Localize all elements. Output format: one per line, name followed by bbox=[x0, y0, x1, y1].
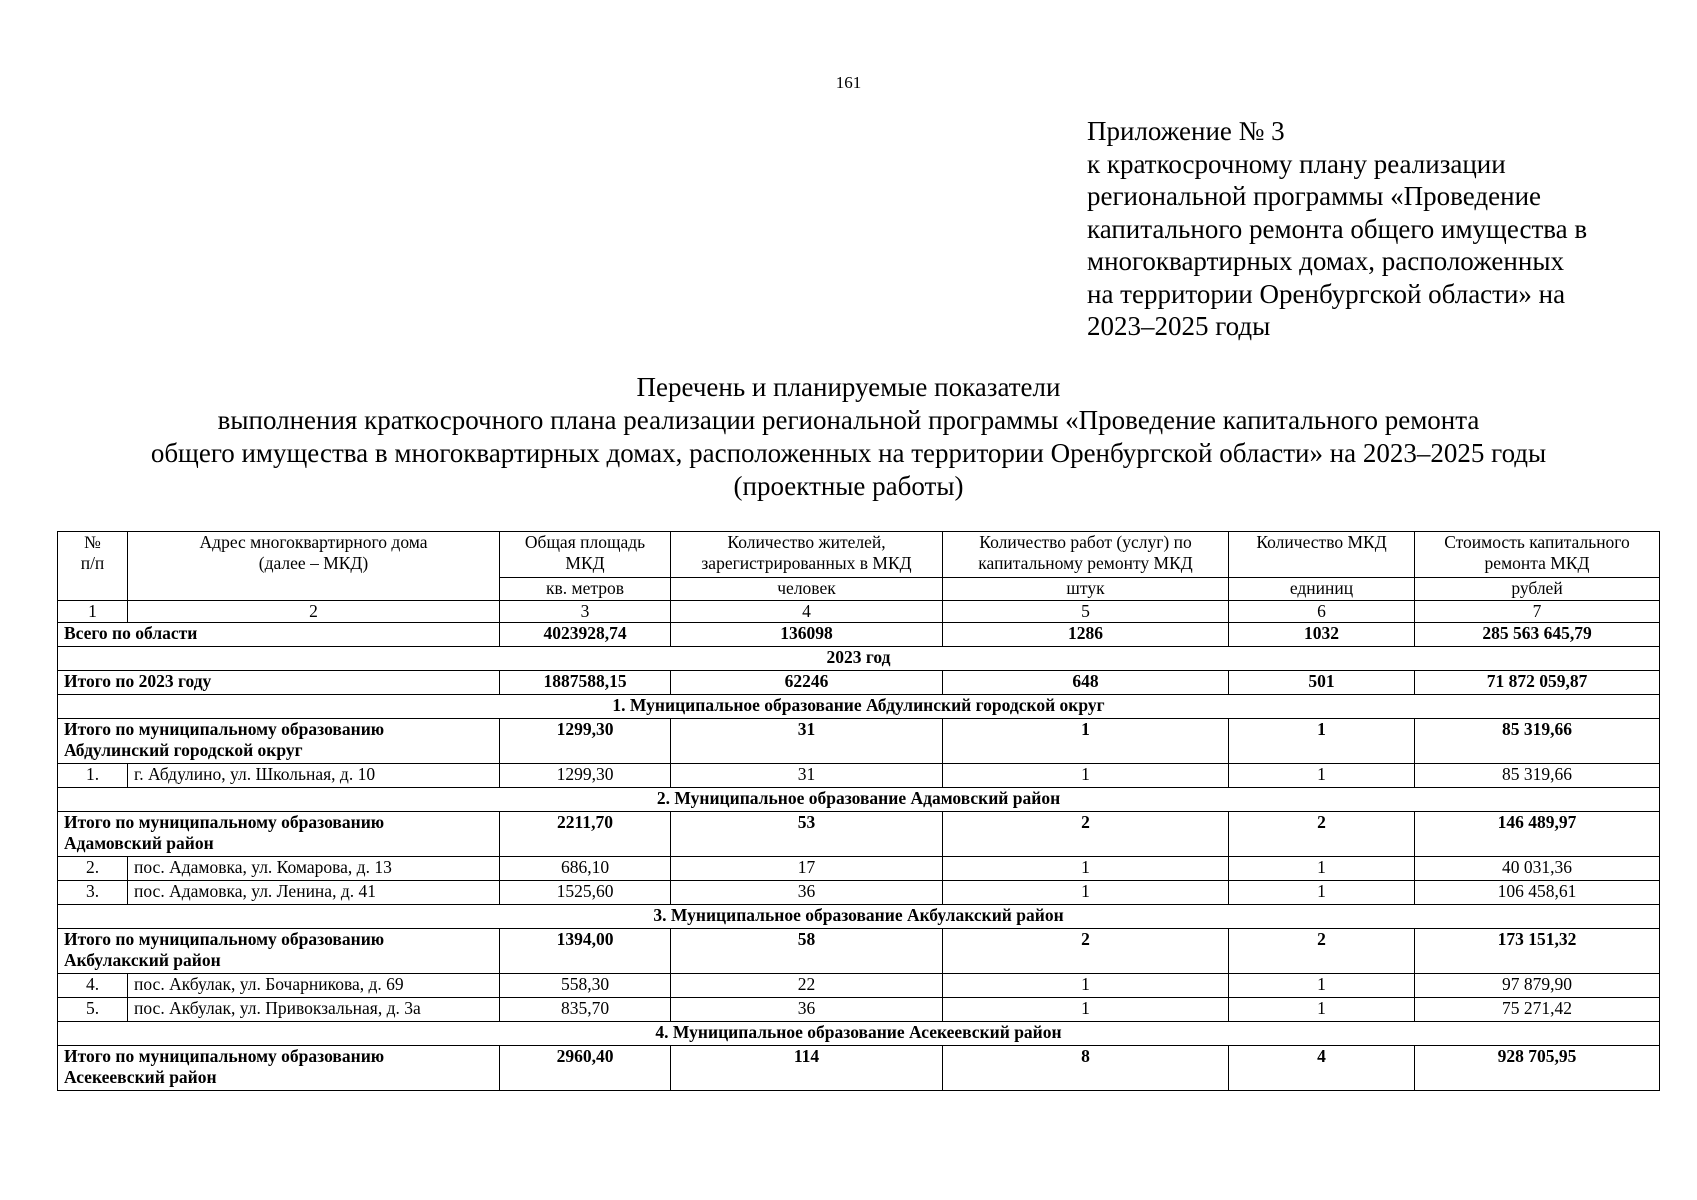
indicators-table bbox=[57, 531, 1660, 1091]
table-row bbox=[58, 857, 1660, 881]
subtotal-works: 1 bbox=[943, 719, 1229, 764]
header-mkd-count: Количество МКД bbox=[1229, 532, 1415, 578]
table-row bbox=[58, 998, 1660, 1022]
document-title bbox=[0, 371, 1697, 503]
total-year-residents: 62246 bbox=[671, 671, 943, 695]
row-area: 835,70 bbox=[500, 998, 671, 1022]
row-mkd-count: 1 bbox=[1229, 998, 1415, 1022]
subtotal-mkd-count: 4 bbox=[1229, 1046, 1415, 1091]
section-subtotal-row bbox=[58, 812, 1660, 857]
header-residents: Количество жителей, зарегистрированных в МКД bbox=[671, 532, 943, 578]
section-subtotal-row bbox=[58, 929, 1660, 974]
row-cost: 106 458,61 bbox=[1415, 881, 1660, 905]
appendix-line: региональной программы «Проведение bbox=[1087, 181, 1542, 211]
row-area: 686,10 bbox=[500, 857, 671, 881]
column-number: 7 bbox=[1415, 601, 1660, 623]
row-residents: 31 bbox=[671, 764, 943, 788]
row-cost: 75 271,42 bbox=[1415, 998, 1660, 1022]
row-address: пос. Акбулак, ул. Привокзальная, д. 3а bbox=[128, 998, 500, 1022]
column-number: 6 bbox=[1229, 601, 1415, 623]
header-cost: Стоимость капитального ремонта МКД bbox=[1415, 532, 1660, 578]
subtotal-works: 2 bbox=[943, 812, 1229, 857]
row-works: 1 bbox=[943, 881, 1229, 905]
row-address: г. Абдулино, ул. Школьная, д. 10 bbox=[128, 764, 500, 788]
row-residents: 17 bbox=[671, 857, 943, 881]
appendix-line: на территории Оренбургской области» на bbox=[1087, 278, 1566, 309]
subtotal-mkd-count: 2 bbox=[1229, 812, 1415, 857]
total-region-label: Всего по области bbox=[58, 623, 500, 647]
row-number: 1. bbox=[58, 764, 128, 788]
title-line: выполнения краткосрочного плана реализации региональной программы «Проведение капитального ремонта bbox=[217, 405, 1480, 435]
header-row bbox=[58, 532, 1660, 578]
row-mkd-count: 1 bbox=[1229, 974, 1415, 998]
subtotal-cost: 146 489,97 bbox=[1415, 812, 1660, 857]
column-number: 1 bbox=[58, 601, 128, 623]
table-row bbox=[58, 974, 1660, 998]
section-heading-row bbox=[58, 905, 1660, 929]
page-number: 161 bbox=[835, 73, 862, 92]
title-line: общего имущества в многоквартирных домах, расположенных на территории Оренбургской области» на 2023–2025 годы bbox=[150, 438, 1547, 468]
table-row bbox=[58, 764, 1660, 788]
section-subtotal-row bbox=[58, 719, 1660, 764]
column-number: 2 bbox=[128, 601, 500, 623]
row-mkd-count: 1 bbox=[1229, 857, 1415, 881]
header-works: Количество работ (услуг) по капитальному ремонту МКД bbox=[943, 532, 1229, 578]
section-heading: 3. Муниципальное образование Акбулакский район bbox=[58, 905, 1660, 929]
column-numbers-row bbox=[58, 601, 1660, 623]
row-area: 558,30 bbox=[500, 974, 671, 998]
subtotal-mkd-count: 2 bbox=[1229, 929, 1415, 974]
unit-mkd-count: едниниц bbox=[1229, 578, 1415, 601]
table-body bbox=[58, 532, 1660, 1091]
subtotal-label: Итого по муниципальному образованию Асекеевский район bbox=[58, 1046, 500, 1091]
subtotal-residents: 31 bbox=[671, 719, 943, 764]
subtotal-area: 2211,70 bbox=[500, 812, 671, 857]
subtotal-residents: 114 bbox=[671, 1046, 943, 1091]
section-heading: 2. Муниципальное образование Адамовский район bbox=[58, 788, 1660, 812]
subtotal-area: 1299,30 bbox=[500, 719, 671, 764]
section-subtotal-row bbox=[58, 1046, 1660, 1091]
subtotal-area: 1394,00 bbox=[500, 929, 671, 974]
total-year-works: 648 bbox=[943, 671, 1229, 695]
subtotal-label: Итого по муниципальному образованию Адамовский район bbox=[58, 812, 500, 857]
row-area: 1525,60 bbox=[500, 881, 671, 905]
total-region-area: 4023928,74 bbox=[500, 623, 671, 647]
unit-area: кв. метров bbox=[500, 578, 671, 601]
row-works: 1 bbox=[943, 764, 1229, 788]
column-number: 5 bbox=[943, 601, 1229, 623]
row-mkd-count: 1 bbox=[1229, 881, 1415, 905]
header-num: № п/п bbox=[58, 532, 128, 601]
row-residents: 36 bbox=[671, 881, 943, 905]
total-year-mkd-count: 501 bbox=[1229, 671, 1415, 695]
unit-works: штук bbox=[943, 578, 1229, 601]
header-area: Общая площадь МКД bbox=[500, 532, 671, 578]
total-region-mkd-count: 1032 bbox=[1229, 623, 1415, 647]
row-address: пос. Адамовка, ул. Комарова, д. 13 bbox=[128, 857, 500, 881]
row-number: 5. bbox=[58, 998, 128, 1022]
subtotal-label: Итого по муниципальному образованию Абдулинский городской округ bbox=[58, 719, 500, 764]
section-heading-row bbox=[58, 1022, 1660, 1046]
total-region-works: 1286 bbox=[943, 623, 1229, 647]
section-heading-row bbox=[58, 695, 1660, 719]
row-residents: 36 bbox=[671, 998, 943, 1022]
total-year-row bbox=[58, 671, 1660, 695]
appendix-line: Приложение № 3 bbox=[1087, 116, 1285, 146]
row-number: 4. bbox=[58, 974, 128, 998]
row-cost: 85 319,66 bbox=[1415, 764, 1660, 788]
header-address: Адрес многоквартирного дома (далее – МКД) bbox=[128, 532, 500, 601]
unit-residents: человек bbox=[671, 578, 943, 601]
row-works: 1 bbox=[943, 857, 1229, 881]
year-label: 2023 год bbox=[58, 647, 1660, 671]
total-region-residents: 136098 bbox=[671, 623, 943, 647]
row-mkd-count: 1 bbox=[1229, 764, 1415, 788]
row-cost: 40 031,36 bbox=[1415, 857, 1660, 881]
subtotal-residents: 53 bbox=[671, 812, 943, 857]
section-heading-row bbox=[58, 788, 1660, 812]
subtotal-works: 2 bbox=[943, 929, 1229, 974]
subtotal-cost: 173 151,32 bbox=[1415, 929, 1660, 974]
subtotal-area: 2960,40 bbox=[500, 1046, 671, 1091]
unit-cost: рублей bbox=[1415, 578, 1660, 601]
subtotal-works: 8 bbox=[943, 1046, 1229, 1091]
appendix-line: многоквартирных домах, расположенных bbox=[1087, 246, 1564, 276]
row-area: 1299,30 bbox=[500, 764, 671, 788]
row-address: пос. Адамовка, ул. Ленина, д. 41 bbox=[128, 881, 500, 905]
total-region-cost: 285 563 645,79 bbox=[1415, 623, 1660, 647]
row-number: 2. bbox=[58, 857, 128, 881]
row-works: 1 bbox=[943, 998, 1229, 1022]
column-number: 3 bbox=[500, 601, 671, 623]
row-number: 3. bbox=[58, 881, 128, 905]
appendix-line: капитального ремонта общего имущества в bbox=[1087, 213, 1588, 244]
year-row bbox=[58, 647, 1660, 671]
subtotal-cost: 928 705,95 bbox=[1415, 1046, 1660, 1091]
table-row bbox=[58, 881, 1660, 905]
section-heading: 1. Муниципальное образование Абдулинский городской округ bbox=[58, 695, 1660, 719]
total-year-label: Итого по 2023 году bbox=[58, 671, 500, 695]
section-heading: 4. Муниципальное образование Асекеевский район bbox=[58, 1022, 1660, 1046]
total-year-area: 1887588,15 bbox=[500, 671, 671, 695]
column-number: 4 bbox=[671, 601, 943, 623]
total-year-cost: 71 872 059,87 bbox=[1415, 671, 1660, 695]
subtotal-mkd-count: 1 bbox=[1229, 719, 1415, 764]
subtotal-label: Итого по муниципальному образованию Акбулакский район bbox=[58, 929, 500, 974]
total-region-row bbox=[58, 623, 1660, 647]
row-works: 1 bbox=[943, 974, 1229, 998]
appendix-line: к краткосрочному плану реализации bbox=[1087, 148, 1506, 179]
appendix-block bbox=[1087, 115, 1647, 343]
row-address: пос. Акбулак, ул. Бочарникова, д. 69 bbox=[128, 974, 500, 998]
appendix-line: 2023–2025 годы bbox=[1087, 311, 1271, 341]
subtotal-residents: 58 bbox=[671, 929, 943, 974]
subtotal-cost: 85 319,66 bbox=[1415, 719, 1660, 764]
row-cost: 97 879,90 bbox=[1415, 974, 1660, 998]
title-line: Перечень и планируемые показатели bbox=[636, 372, 1061, 402]
title-line: (проектные работы) bbox=[733, 471, 964, 501]
row-residents: 22 bbox=[671, 974, 943, 998]
